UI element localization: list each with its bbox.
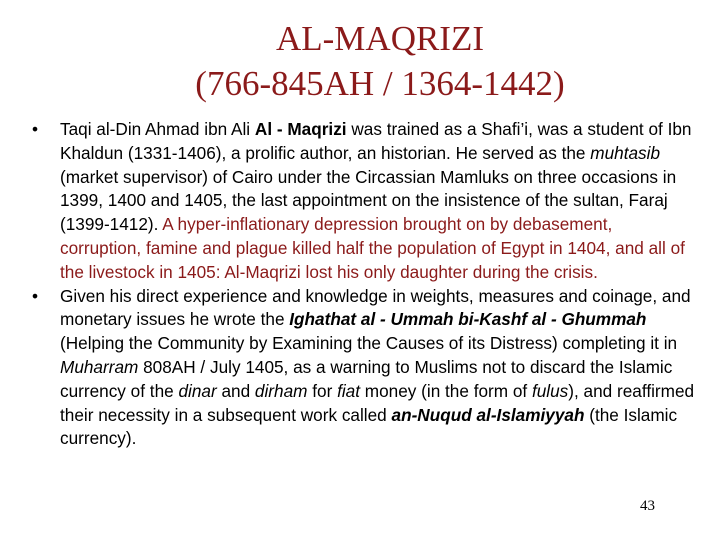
bullet-marker: • (32, 119, 39, 139)
bullet-marker: • (32, 285, 39, 306)
bullet1-text-3: (market supervisor) of Cairo under the Circassian Mamluks on three occasions in 1399, 1400 and 1405, the last appointment on the insistence of the sultan, Faraj (1399-1412). (60, 166, 677, 235)
bullet1-text-1: Taqi al-Din Ahmad ibn Ali (60, 119, 255, 139)
bullet2-text-3: 808AH / July 1405, as a warning to Muslims not to discard the Islamic currency of the (60, 356, 673, 401)
page-number: 43 (640, 498, 655, 514)
bullet2-text-2: (Helping the Community by Examining the Causes of its Distress) completing it in (60, 333, 678, 354)
title-line-2: (766-845AH / 1364-1442) (195, 64, 565, 103)
book-title-nuqud: an-Nuqud al-Islamiyyah (391, 404, 585, 425)
term-muharram: Muharram (60, 356, 139, 377)
bullet2-text-8: (the Islamic currency). (60, 404, 678, 449)
slide-title (100, 16, 660, 106)
book-title-ighathat: Ighathat al - Ummah bi-Kashf al - Ghummah (289, 309, 647, 330)
bullet2-text-1: Given his direct experience and knowledge in weights, measures and coinage, and monetary issues he wrote the (60, 285, 691, 330)
term-muhtasib: muhtasib (590, 142, 661, 163)
bullet2-text-6: money (in the form of (360, 380, 532, 401)
author-name: Al - Maqrizi (254, 119, 347, 139)
term-dinar: dinar (178, 380, 217, 401)
bullet2-text-7: ), and reaffirmed their necessity in a subsequent work called (60, 380, 695, 425)
bullet1-highlight-text: A hyper-inflationary depression brought on by debasement, corruption, famine and plague killed half the population of Egypt in 1404, and all of the livestock in 1405: Al-Maqrizi lost his only daughter during the crisis. (60, 214, 685, 282)
bullet1-text-2: was trained as a Shafi’i, was a student of Ibn Khaldun (1331-1406), a prolific author, an historian. He served as the (60, 119, 692, 163)
term-fulus: fulus (531, 380, 569, 401)
term-fiat: fiat (337, 380, 361, 401)
title-line-1: AL-MAQRIZI (275, 19, 485, 58)
bullet2-text-5: for (307, 380, 338, 401)
bullet-item-1 (26, 118, 698, 285)
bullet-item-2 (26, 285, 698, 452)
slide-content (26, 118, 698, 451)
bullet2-text-4: and (216, 380, 255, 401)
term-dirham: dirham (254, 380, 308, 401)
